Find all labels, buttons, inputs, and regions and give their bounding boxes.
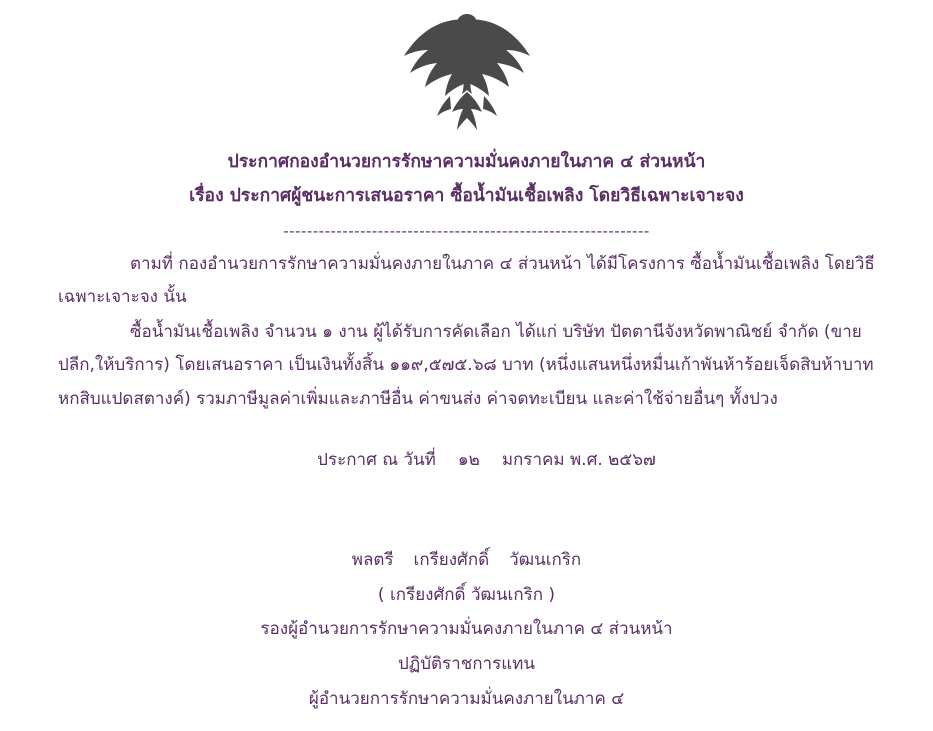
document-body xyxy=(0,148,933,717)
signer-position-line-3: ผู้อำนวยการรักษาความมั่นคงภายในภาค ๔ xyxy=(308,689,625,710)
signer-position-line-1: รองผู้อำนวยการรักษาความมั่นคงภายในภาค ๔ ส่วนหน้า xyxy=(260,619,673,640)
garuda-emblem-icon xyxy=(392,8,542,140)
paragraph-2-text: ซื้อน้ำมันเชื้อเพลิง จำนวน ๑ งาน ผู้ได้รับการคัดเลือก ได้แก่ บริษัท ปัตตานีจังหวัดพาณิชย์ จำกัด (ขายปลีก,ให้บริการ) โดยเสนอราคา เป็นเงินทั้งสิ้น ๑๑๙,๕๗๕.๖๘ บาท (หนึ่งแสนหนึ่งหมื่นเก้าพันห้าร้อยเจ็ดสิบห้าบาทหกสิบแปดสตางค์) รวมภาษีมูลค่าเพิ่มและภาษีอื่น ค่าขนส่ง ค่าจดทะเบียน และค่าใช้จ่ายอื่นๆ ทั้งปวง xyxy=(58,322,874,409)
announcement-date-line xyxy=(58,446,875,473)
signer-first-name: เกรียงศักดิ์ xyxy=(413,549,490,570)
signer-last-name: วัฒนเกริก xyxy=(509,549,582,570)
emblem-container xyxy=(0,0,933,148)
document-title-line-1: ประกาศกองอำนวยการรักษาความมั่นคงภายในภาค ๔ ส่วนหน้า xyxy=(227,152,706,172)
announcement-month-year: มกราคม พ.ศ. ๒๕๖๗ xyxy=(501,449,656,470)
signer-rank: พลตรี xyxy=(351,549,394,570)
announcement-day: ๑๒ xyxy=(457,449,480,470)
title-divider: -------------------------------------------------------------- xyxy=(283,222,650,240)
signer-name-parenthesis: ( เกรียงศักดิ์ วัฒนเกริก ) xyxy=(377,584,556,605)
signer-name-line xyxy=(58,543,875,578)
signature-block xyxy=(58,543,875,717)
signer-position-line-2: ปฏิบัติราชการแทน xyxy=(397,654,535,675)
paragraph-1 xyxy=(58,248,875,314)
announcement-date-prefix: ประกาศ ณ วันที่ xyxy=(317,449,436,470)
paragraph-2 xyxy=(58,316,875,415)
document-title-line-2: เรื่อง ประกาศผู้ชนะการเสนอราคา ซื้อน้ำมันเชื้อเพลิง โดยวิธีเฉพาะเจาะจง xyxy=(189,186,744,206)
paragraph-1-text: ตามที่ กองอำนวยการรักษาความมั่นคงภายในภาค ๔ ส่วนหน้า ได้มีโครงการ ซื้อน้ำมันเชื้อเพลิง โดยวิธีเฉพาะเจาะจง นั้น xyxy=(58,254,875,308)
